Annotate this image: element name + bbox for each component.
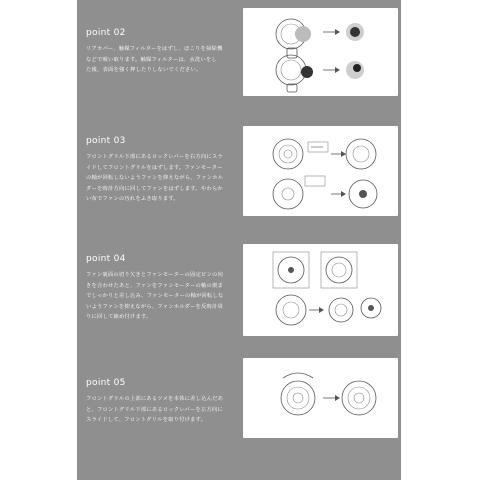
- fan-reattach-icon: [243, 244, 398, 336]
- step-description: リアカバー、触媒フィルターをはずし、ほこりを掃除機 などで吸い取ります。触媒フィルターは、水洗いをし た後、表面を強く押したりしないでください。: [86, 46, 223, 74]
- fan-cleaning-filter-icon: [243, 8, 398, 96]
- step-title: point 02: [86, 28, 126, 38]
- step-description: フロントグリル下部にあるロックレバーを右方向にスラ イドしてフロントグリルをはずします。ファンモーター の軸が回転しないようファンを抑えながら、ファンホル ダーを時計方向に回してファンをはずします。やわらか い布でファンの汚れをふき取ります。: [86, 154, 224, 203]
- front-grill-attach-icon: [243, 358, 398, 438]
- step-description: ファン裏面の切り欠きとファンモーターの固定ピンの向 きを合わせたあと、ファンをファンモーターの軸の奥ま でしっかりと差し込み、ファンモーターの軸が回転しな いようファンを抑えながら、ファンホルダーを反時計周 りに回して締め付けます。: [86, 272, 224, 321]
- instruction-panel: [77, 0, 401, 480]
- front-grill-removal-icon: [243, 126, 398, 216]
- step-title: point 03: [86, 136, 126, 146]
- step-title: point 04: [86, 254, 126, 264]
- step-description: フロントグリルの上部にあるツメを本体に差し込んだあ と、フロントグリル下部にあるロックレバーを左方向に スライドして、フロントグリルを取り付けます。: [86, 396, 224, 424]
- step-title: point 05: [86, 378, 126, 388]
